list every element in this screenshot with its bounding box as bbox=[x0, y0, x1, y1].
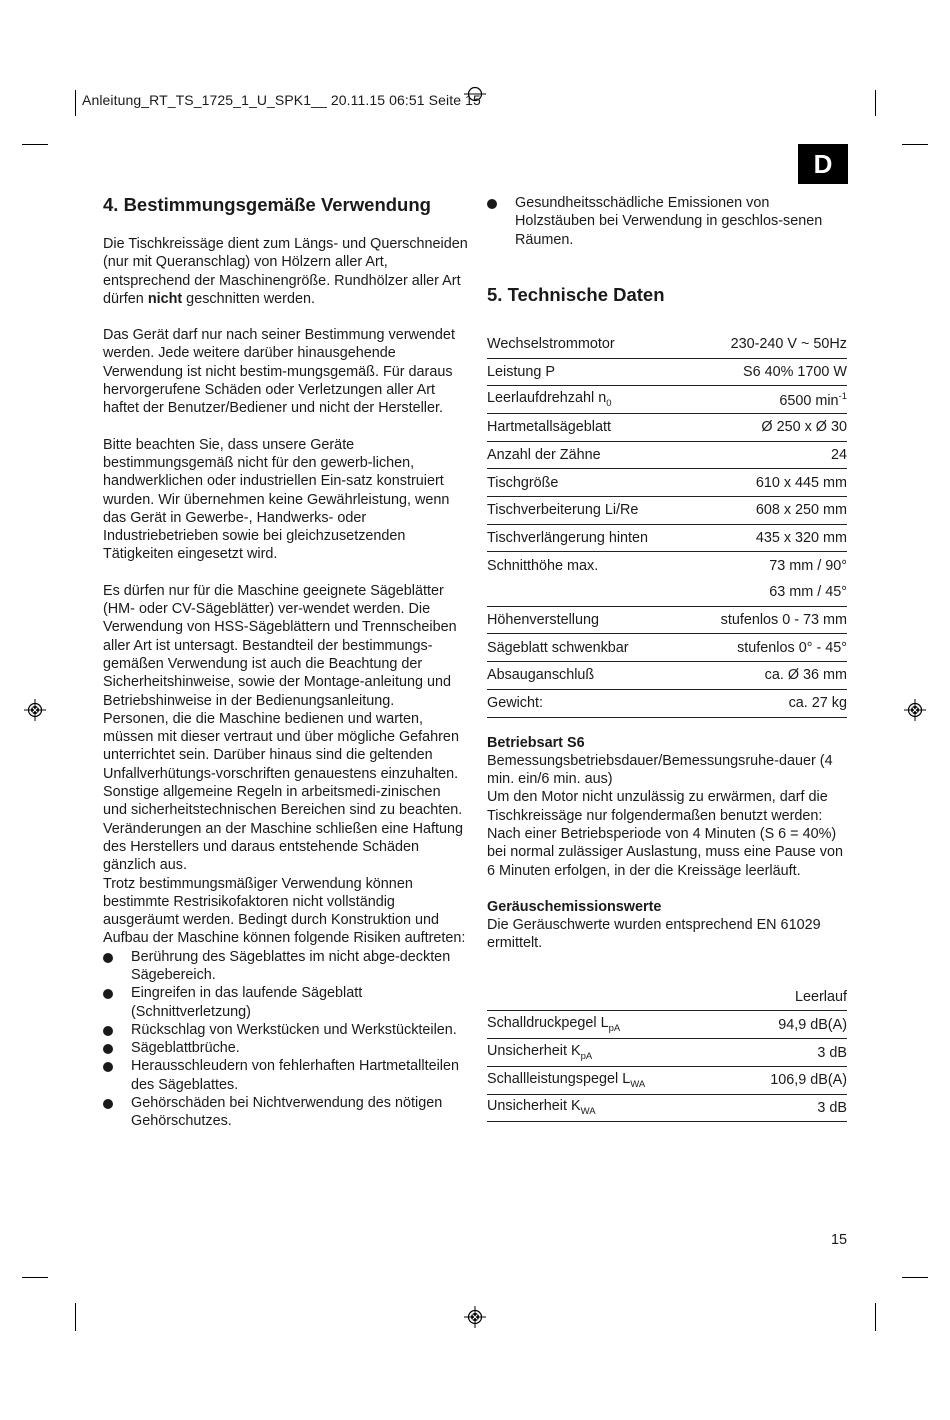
risk-list bbox=[103, 948, 468, 1131]
paragraph: Trotz bestimmungsmäßiger Verwendung können bestimmte Restrisikofaktoren nicht vollständig ausgeräumt werden. Bedingt durch Konstruktion und Aufbau der Maschine können folgende Risiken auftreten: bbox=[103, 875, 466, 947]
table-row: Schallleistungspegel $L_{WA}$ 106,9 dB(A) bbox=[487, 1066, 847, 1094]
table-row: Schnitthöhe max. 73 mm / 90° bbox=[487, 557, 847, 574]
table-row: Gewicht: ca. 27 kg bbox=[487, 689, 847, 717]
table-row: Schalldruckpegel $L_{pA}$ 94,9 dB(A) bbox=[487, 1011, 847, 1039]
crop-mark bbox=[75, 1303, 76, 1331]
section-title: 4. Bestimmungsgemäße Verwendung bbox=[103, 194, 431, 215]
section-4 bbox=[103, 194, 468, 1131]
list-item: Sägeblattbrüche. bbox=[103, 1039, 468, 1057]
bullet-icon bbox=[103, 1099, 113, 1109]
list-item: Gehörschäden bei Nichtverwendung des nötigen Gehörschutzes. bbox=[103, 1094, 468, 1131]
paragraph: Die Tischkreissäge dient zum Längs- und Querschneiden (nur mit Queranschlag) von Hölzern aller Art, entsprechend der Maschinengröße. Rundhölzer aller Art dürfen nicht geschnitten werden. bbox=[103, 236, 468, 307]
table-row: Leerlaufdrehzahl $n_0$ 6500 $\min^{-1}$ bbox=[487, 386, 847, 414]
paragraph: Um den Motor nicht unzulässig zu erwärmen, darf die Tischkreissäge nur folgendermaßen benutzt werden: Nach einer Betriebsperiode von 4 Minuten (S 6 = 40%) bei normal zulässiger Auslastung, muss eine Pause von 6 Minuten erfolgen, in der die Kreissäge leerläuft. bbox=[487, 789, 843, 879]
crop-mark bbox=[875, 1303, 876, 1331]
noise-table bbox=[487, 984, 847, 1122]
risk-list-continued bbox=[487, 194, 847, 249]
language-tab: D bbox=[798, 144, 848, 184]
table-row: Tischgröße 610 x 445 mm bbox=[487, 469, 847, 497]
crop-mark bbox=[22, 1277, 48, 1278]
crop-mark bbox=[22, 144, 48, 145]
crop-mark bbox=[875, 90, 876, 116]
table-row: Höhenverstellung stufenlos 0 - 73 mm bbox=[487, 606, 847, 634]
crop-mark bbox=[902, 1277, 928, 1278]
paragraph: Die Geräuschwerte wurden entsprechend EN 61029 ermittelt. bbox=[487, 917, 821, 952]
list-item: Berührung des Sägeblattes im nicht abge-deckten Sägebereich. bbox=[103, 948, 468, 985]
list-item: Herausschleudern von fehlerhaften Hartmetallteilen des Sägeblattes. bbox=[103, 1057, 468, 1094]
right-column bbox=[487, 194, 847, 1122]
paragraph: Veränderungen an der Maschine schließen eine Haftung des Herstellers und daraus entstehende Schäden gänzlich aus. bbox=[103, 820, 464, 874]
list-item: Gesundheitsschädliche Emissionen von Holzstäuben bei Verwendung in geschlos-senen Räumen. bbox=[487, 194, 847, 249]
paragraph: Das Gerät darf nur nach seiner Bestimmung verwendet werden. Jede weitere darüber hinausgehende Verwendung ist nicht bestim-mungsgemäß. Für daraus hervorgerufene Schäden oder Verletzungen aller Art haftet der Benutzer/Bediener und nicht der Hersteller. bbox=[103, 327, 455, 417]
registration-mark-icon bbox=[464, 1306, 486, 1328]
table-row: Wechselstrommotor 230-240 V ~ 50Hz bbox=[487, 331, 847, 358]
bullet-icon bbox=[103, 1044, 113, 1054]
page-number: 15 bbox=[831, 1232, 848, 1248]
registration-mark-icon bbox=[24, 699, 46, 721]
table-row: Absauganschluß ca. Ø 36 mm bbox=[487, 662, 847, 690]
registration-mark-icon bbox=[904, 699, 926, 721]
table-row: Hartmetallsägeblatt Ø 250 x Ø 30 bbox=[487, 413, 847, 441]
section-title: 5. Technische Daten bbox=[487, 283, 665, 305]
table-row: Sägeblatt schwenkbar stufenlos 0° - 45° bbox=[487, 634, 847, 662]
bullet-icon bbox=[103, 1062, 113, 1072]
table-row: Unsicherheit $K_{WA}$ 3 dB bbox=[487, 1094, 847, 1122]
bullet-icon bbox=[103, 953, 113, 963]
bullet-icon bbox=[103, 1026, 113, 1036]
table-row: Tischverbeiterung Li/Re 608 x 250 mm bbox=[487, 497, 847, 525]
spec-table bbox=[487, 331, 847, 718]
paragraph: Bemessungsbetriebsdauer/Bemessungsruhe-dauer (4 min. ein/6 min. aus) bbox=[487, 752, 833, 788]
table-row: Unsicherheit $K_{pA}$ 3 dB bbox=[487, 1039, 847, 1067]
crop-mark bbox=[75, 90, 76, 116]
paragraph: Bitte beachten Sie, dass unsere Geräte bestimmungsgemäß nicht für den gewerb-lichen, handwerklichen oder industriellen Ein-satz konstruiert wurden. Wir übernehmen keine Gewährleistung, wenn das Gerät in Gewerbe-, Handwerks- oder Industriebetrieben sowie bei gleichzusetzenden Tätigkeiten eingesetzt wird. bbox=[103, 436, 450, 563]
table-row: 63 mm / 45° bbox=[487, 579, 847, 606]
subheading: Geräuschemissionswerte bbox=[487, 898, 662, 915]
table-row: Anzahl der Zähne 24 bbox=[487, 441, 847, 469]
paragraph: Personen, die die Maschine bedienen und warten, müssen mit dieser vertraut und über mögliche Gefahren unterrichtet sein. Darüber hinaus sind die geltenden Unfallverhütungs-vorschriften genauestens einzuhalten. Sonstige allgemeine Regeln in arbeitsmedi-zinischen und sicherheitstechnischen Bereichen sind zu beachten. bbox=[103, 710, 463, 819]
paragraph: Es dürfen nur für die Maschine geeignete Sägeblätter (HM- oder CV-Sägeblätter) ver-wendet werden. Die Verwendung von HSS-Sägeblättern und Trennscheiben aller Art ist untersagt. Bestandteil der bestimmungs-gemäßen Verwendung ist auch die Beachtung der Sicherheitshinweise, sowie der Montage-anleitung und Betriebshinweise in der Bedienungsanleitung. bbox=[103, 582, 457, 709]
crop-mark bbox=[902, 144, 928, 145]
table-row: Leerlauf bbox=[487, 984, 847, 1011]
bullet-icon bbox=[487, 199, 497, 209]
table-row: Tischverlängerung hinten 435 x 320 mm bbox=[487, 524, 847, 552]
print-slug: Anleitung_RT_TS_1725_1_U_SPK1__ 20.11.15 06:51 Seite 15 bbox=[82, 92, 481, 108]
table-row: Leistung P S6 40% 1700 W bbox=[487, 358, 847, 386]
list-item: Eingreifen in das laufende Sägeblatt (Schnittverletzung) bbox=[103, 984, 468, 1021]
subheading: Betriebsart S6 bbox=[487, 734, 585, 751]
bullet-icon bbox=[103, 989, 113, 999]
list-item: Rückschlag von Werkstücken und Werkstückteilen. bbox=[103, 1021, 468, 1039]
